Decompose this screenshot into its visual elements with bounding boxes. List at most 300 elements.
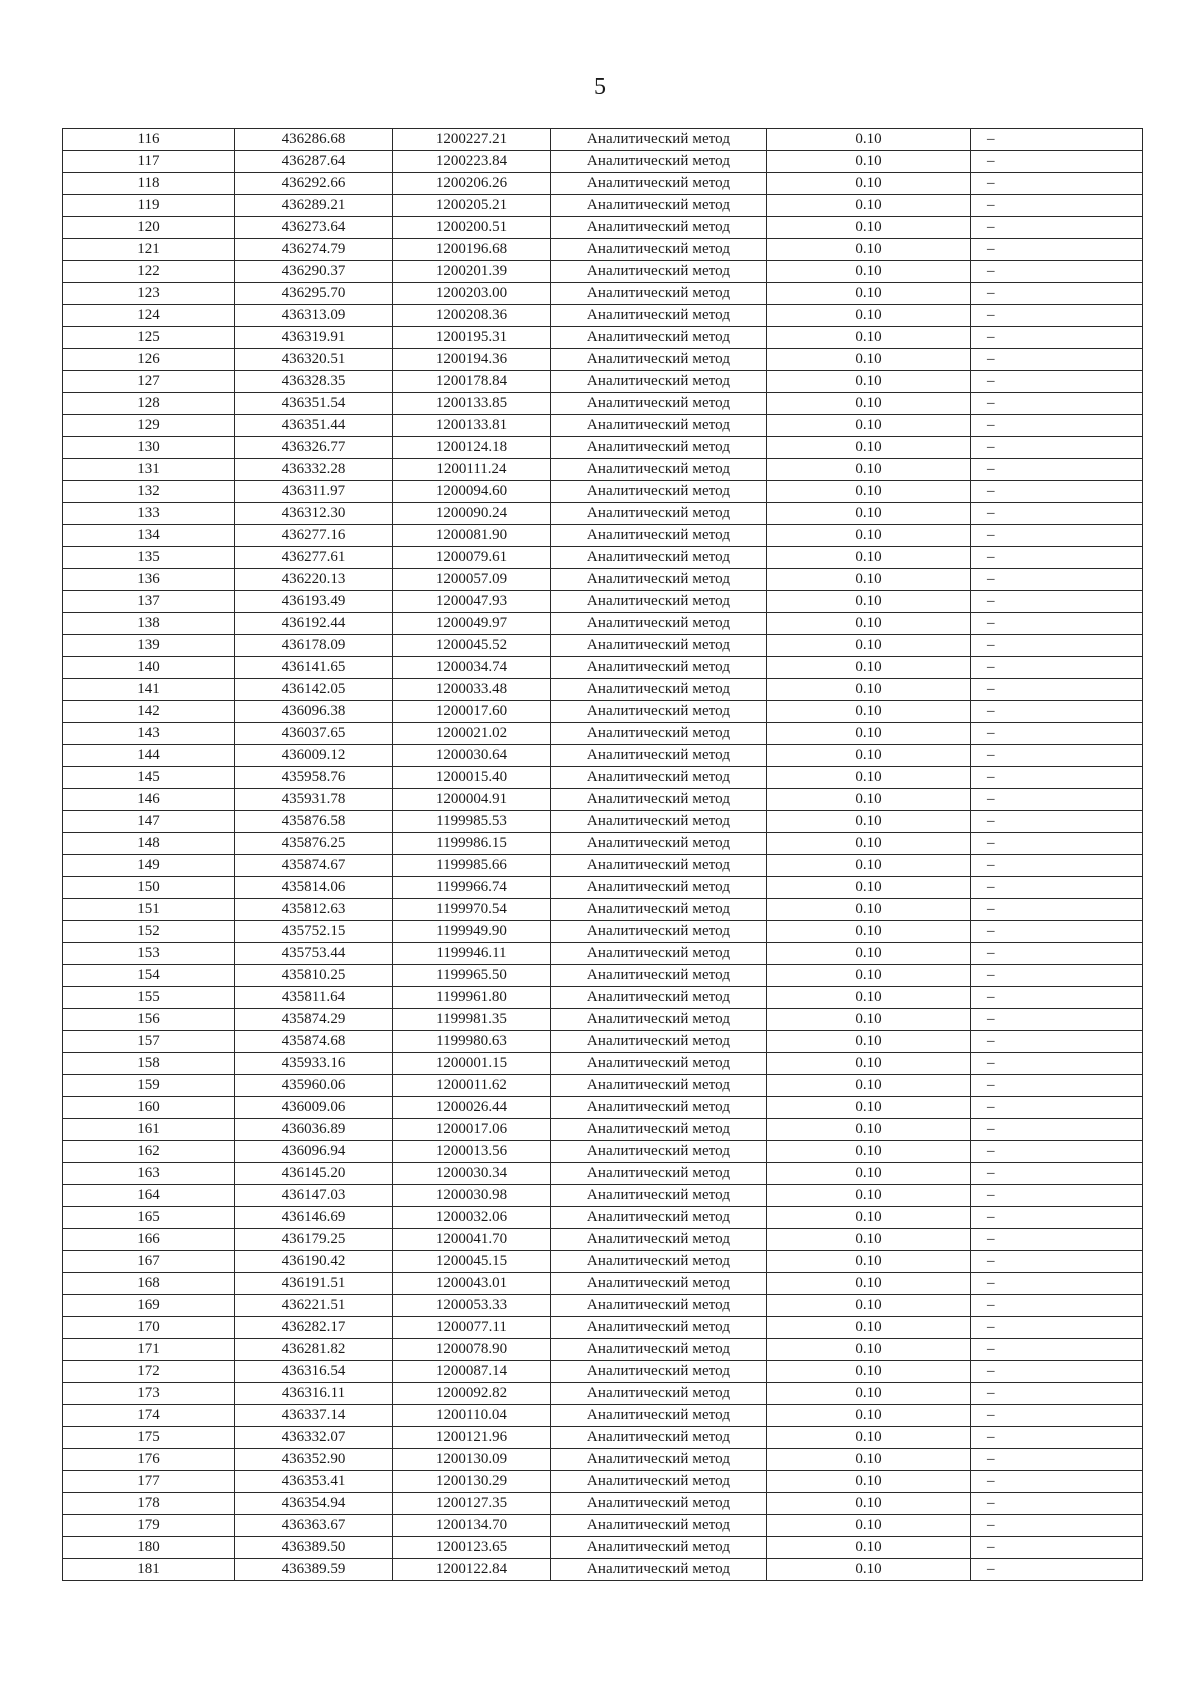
x-coordinate-cell: 436289.21 (235, 195, 393, 217)
point-number-cell: 121 (63, 239, 235, 261)
point-number-cell: 138 (63, 613, 235, 635)
table-row (63, 723, 1143, 745)
description-cell: – (971, 129, 1143, 151)
accuracy-cell: 0.10 (767, 1251, 971, 1273)
point-number-cell: 170 (63, 1317, 235, 1339)
accuracy-cell: 0.10 (767, 569, 971, 591)
y-coordinate-cell: 1200030.34 (393, 1163, 551, 1185)
method-cell: Аналитический метод (551, 1383, 767, 1405)
description-cell: – (971, 789, 1143, 811)
x-coordinate-cell: 436290.37 (235, 261, 393, 283)
point-number-cell: 158 (63, 1053, 235, 1075)
method-cell: Аналитический метод (551, 547, 767, 569)
point-number-cell: 181 (63, 1559, 235, 1581)
x-coordinate-cell: 436146.69 (235, 1207, 393, 1229)
point-number-cell: 137 (63, 591, 235, 613)
description-cell: – (971, 1097, 1143, 1119)
method-cell: Аналитический метод (551, 943, 767, 965)
method-cell: Аналитический метод (551, 1273, 767, 1295)
point-number-cell: 160 (63, 1097, 235, 1119)
description-cell: – (971, 525, 1143, 547)
point-number-cell: 140 (63, 657, 235, 679)
table-row (63, 855, 1143, 877)
point-number-cell: 180 (63, 1537, 235, 1559)
y-coordinate-cell: 1200026.44 (393, 1097, 551, 1119)
x-coordinate-cell: 436192.44 (235, 613, 393, 635)
accuracy-cell: 0.10 (767, 1449, 971, 1471)
accuracy-cell: 0.10 (767, 745, 971, 767)
x-coordinate-cell: 435753.44 (235, 943, 393, 965)
y-coordinate-cell: 1200133.85 (393, 393, 551, 415)
x-coordinate-cell: 436142.05 (235, 679, 393, 701)
table-row (63, 261, 1143, 283)
x-coordinate-cell: 435876.25 (235, 833, 393, 855)
accuracy-cell: 0.10 (767, 1163, 971, 1185)
description-cell: – (971, 855, 1143, 877)
accuracy-cell: 0.10 (767, 1537, 971, 1559)
x-coordinate-cell: 436316.11 (235, 1383, 393, 1405)
x-coordinate-cell: 436037.65 (235, 723, 393, 745)
description-cell: – (971, 1405, 1143, 1427)
table-row (63, 1075, 1143, 1097)
table-row (63, 239, 1143, 261)
table-row (63, 1471, 1143, 1493)
method-cell: Аналитический метод (551, 767, 767, 789)
x-coordinate-cell: 436337.14 (235, 1405, 393, 1427)
accuracy-cell: 0.10 (767, 855, 971, 877)
point-number-cell: 157 (63, 1031, 235, 1053)
description-cell: – (971, 1031, 1143, 1053)
description-cell: – (971, 1515, 1143, 1537)
description-cell: – (971, 1493, 1143, 1515)
table-row (63, 1405, 1143, 1427)
point-number-cell: 135 (63, 547, 235, 569)
accuracy-cell: 0.10 (767, 349, 971, 371)
y-coordinate-cell: 1200030.98 (393, 1185, 551, 1207)
table-row (63, 679, 1143, 701)
table-row (63, 657, 1143, 679)
description-cell: – (971, 371, 1143, 393)
accuracy-cell: 0.10 (767, 613, 971, 635)
method-cell: Аналитический метод (551, 349, 767, 371)
x-coordinate-cell: 436286.68 (235, 129, 393, 151)
x-coordinate-cell: 436332.07 (235, 1427, 393, 1449)
y-coordinate-cell: 1199981.35 (393, 1009, 551, 1031)
point-number-cell: 150 (63, 877, 235, 899)
table-row (63, 525, 1143, 547)
table-row (63, 393, 1143, 415)
method-cell: Аналитический метод (551, 1229, 767, 1251)
accuracy-cell: 0.10 (767, 701, 971, 723)
table-row (63, 459, 1143, 481)
x-coordinate-cell: 435933.16 (235, 1053, 393, 1075)
y-coordinate-cell: 1199986.15 (393, 833, 551, 855)
method-cell: Аналитический метод (551, 679, 767, 701)
point-number-cell: 147 (63, 811, 235, 833)
x-coordinate-cell: 436147.03 (235, 1185, 393, 1207)
y-coordinate-cell: 1199965.50 (393, 965, 551, 987)
table-row (63, 591, 1143, 613)
method-cell: Аналитический метод (551, 1185, 767, 1207)
method-cell: Аналитический метод (551, 1559, 767, 1581)
table-row (63, 1449, 1143, 1471)
point-number-cell: 124 (63, 305, 235, 327)
description-cell: – (971, 393, 1143, 415)
method-cell: Аналитический метод (551, 591, 767, 613)
x-coordinate-cell: 436313.09 (235, 305, 393, 327)
x-coordinate-cell: 436145.20 (235, 1163, 393, 1185)
y-coordinate-cell: 1200034.74 (393, 657, 551, 679)
y-coordinate-cell: 1200206.26 (393, 173, 551, 195)
point-number-cell: 141 (63, 679, 235, 701)
method-cell: Аналитический метод (551, 701, 767, 723)
method-cell: Аналитический метод (551, 965, 767, 987)
y-coordinate-cell: 1200081.90 (393, 525, 551, 547)
method-cell: Аналитический метод (551, 1119, 767, 1141)
method-cell: Аналитический метод (551, 217, 767, 239)
description-cell: – (971, 1317, 1143, 1339)
table-row (63, 701, 1143, 723)
x-coordinate-cell: 436354.94 (235, 1493, 393, 1515)
point-number-cell: 153 (63, 943, 235, 965)
accuracy-cell: 0.10 (767, 1383, 971, 1405)
method-cell: Аналитический метод (551, 1449, 767, 1471)
y-coordinate-cell: 1200033.48 (393, 679, 551, 701)
table-row (63, 745, 1143, 767)
method-cell: Аналитический метод (551, 371, 767, 393)
table-row (63, 987, 1143, 1009)
method-cell: Аналитический метод (551, 657, 767, 679)
x-coordinate-cell: 436332.28 (235, 459, 393, 481)
method-cell: Аналитический метод (551, 1031, 767, 1053)
accuracy-cell: 0.10 (767, 1559, 971, 1581)
accuracy-cell: 0.10 (767, 965, 971, 987)
table-row (63, 437, 1143, 459)
accuracy-cell: 0.10 (767, 679, 971, 701)
point-number-cell: 127 (63, 371, 235, 393)
table-row (63, 195, 1143, 217)
x-coordinate-cell: 436274.79 (235, 239, 393, 261)
table-row (63, 1141, 1143, 1163)
x-coordinate-cell: 435958.76 (235, 767, 393, 789)
description-cell: – (971, 679, 1143, 701)
table-row (63, 1009, 1143, 1031)
method-cell: Аналитический метод (551, 1493, 767, 1515)
x-coordinate-cell: 435931.78 (235, 789, 393, 811)
method-cell: Аналитический метод (551, 811, 767, 833)
y-coordinate-cell: 1200200.51 (393, 217, 551, 239)
method-cell: Аналитический метод (551, 987, 767, 1009)
accuracy-cell: 0.10 (767, 1317, 971, 1339)
x-coordinate-cell: 436351.54 (235, 393, 393, 415)
method-cell: Аналитический метод (551, 855, 767, 877)
x-coordinate-cell: 435811.64 (235, 987, 393, 1009)
point-number-cell: 165 (63, 1207, 235, 1229)
x-coordinate-cell: 436009.06 (235, 1097, 393, 1119)
method-cell: Аналитический метод (551, 1009, 767, 1031)
table-row (63, 1031, 1143, 1053)
point-number-cell: 177 (63, 1471, 235, 1493)
table-row (63, 1493, 1143, 1515)
x-coordinate-cell: 435874.29 (235, 1009, 393, 1031)
accuracy-cell: 0.10 (767, 591, 971, 613)
table-row (63, 371, 1143, 393)
y-coordinate-cell: 1199961.80 (393, 987, 551, 1009)
accuracy-cell: 0.10 (767, 195, 971, 217)
method-cell: Аналитический метод (551, 525, 767, 547)
method-cell: Аналитический метод (551, 899, 767, 921)
description-cell: – (971, 1053, 1143, 1075)
y-coordinate-cell: 1200090.24 (393, 503, 551, 525)
description-cell: – (971, 173, 1143, 195)
y-coordinate-cell: 1200047.93 (393, 591, 551, 613)
x-coordinate-cell: 436312.30 (235, 503, 393, 525)
x-coordinate-cell: 436191.51 (235, 1273, 393, 1295)
y-coordinate-cell: 1200208.36 (393, 305, 551, 327)
description-cell: – (971, 657, 1143, 679)
accuracy-cell: 0.10 (767, 767, 971, 789)
y-coordinate-cell: 1200092.82 (393, 1383, 551, 1405)
x-coordinate-cell: 436282.17 (235, 1317, 393, 1339)
point-number-cell: 172 (63, 1361, 235, 1383)
point-number-cell: 171 (63, 1339, 235, 1361)
method-cell: Аналитический метод (551, 1163, 767, 1185)
accuracy-cell: 0.10 (767, 811, 971, 833)
x-coordinate-cell: 436193.49 (235, 591, 393, 613)
y-coordinate-cell: 1200110.04 (393, 1405, 551, 1427)
description-cell: – (971, 635, 1143, 657)
x-coordinate-cell: 435874.67 (235, 855, 393, 877)
x-coordinate-cell: 436389.50 (235, 1537, 393, 1559)
table-row (63, 481, 1143, 503)
x-coordinate-cell: 436363.67 (235, 1515, 393, 1537)
y-coordinate-cell: 1200077.11 (393, 1317, 551, 1339)
table-row (63, 305, 1143, 327)
description-cell: – (971, 503, 1143, 525)
x-coordinate-cell: 436096.38 (235, 701, 393, 723)
accuracy-cell: 0.10 (767, 173, 971, 195)
accuracy-cell: 0.10 (767, 1493, 971, 1515)
table-row (63, 877, 1143, 899)
point-number-cell: 156 (63, 1009, 235, 1031)
table-row (63, 1229, 1143, 1251)
point-number-cell: 178 (63, 1493, 235, 1515)
point-number-cell: 146 (63, 789, 235, 811)
description-cell: – (971, 217, 1143, 239)
method-cell: Аналитический метод (551, 745, 767, 767)
y-coordinate-cell: 1199980.63 (393, 1031, 551, 1053)
point-number-cell: 125 (63, 327, 235, 349)
y-coordinate-cell: 1200045.15 (393, 1251, 551, 1273)
y-coordinate-cell: 1200127.35 (393, 1493, 551, 1515)
y-coordinate-cell: 1200079.61 (393, 547, 551, 569)
x-coordinate-cell: 435752.15 (235, 921, 393, 943)
description-cell: – (971, 811, 1143, 833)
x-coordinate-cell: 435810.25 (235, 965, 393, 987)
x-coordinate-cell: 436277.16 (235, 525, 393, 547)
accuracy-cell: 0.10 (767, 1273, 971, 1295)
y-coordinate-cell: 1200203.00 (393, 283, 551, 305)
table-row (63, 415, 1143, 437)
point-number-cell: 155 (63, 987, 235, 1009)
method-cell: Аналитический метод (551, 1317, 767, 1339)
point-number-cell: 132 (63, 481, 235, 503)
description-cell: – (971, 1427, 1143, 1449)
method-cell: Аналитический метод (551, 129, 767, 151)
table-row (63, 349, 1143, 371)
coordinates-table-body (63, 129, 1143, 1581)
method-cell: Аналитический метод (551, 327, 767, 349)
y-coordinate-cell: 1200041.70 (393, 1229, 551, 1251)
y-coordinate-cell: 1200045.52 (393, 635, 551, 657)
description-cell: – (971, 305, 1143, 327)
y-coordinate-cell: 1200130.29 (393, 1471, 551, 1493)
table-row (63, 217, 1143, 239)
table-row (63, 899, 1143, 921)
x-coordinate-cell: 436281.82 (235, 1339, 393, 1361)
x-coordinate-cell: 436009.12 (235, 745, 393, 767)
x-coordinate-cell: 436221.51 (235, 1295, 393, 1317)
method-cell: Аналитический метод (551, 481, 767, 503)
point-number-cell: 175 (63, 1427, 235, 1449)
accuracy-cell: 0.10 (767, 1361, 971, 1383)
x-coordinate-cell: 436351.44 (235, 415, 393, 437)
description-cell: – (971, 261, 1143, 283)
point-number-cell: 174 (63, 1405, 235, 1427)
x-coordinate-cell: 435814.06 (235, 877, 393, 899)
x-coordinate-cell: 436190.42 (235, 1251, 393, 1273)
description-cell: – (971, 877, 1143, 899)
x-coordinate-cell: 436273.64 (235, 217, 393, 239)
point-number-cell: 144 (63, 745, 235, 767)
description-cell: – (971, 921, 1143, 943)
accuracy-cell: 0.10 (767, 723, 971, 745)
x-coordinate-cell: 436141.65 (235, 657, 393, 679)
table-row (63, 1427, 1143, 1449)
x-coordinate-cell: 436287.64 (235, 151, 393, 173)
description-cell: – (971, 1471, 1143, 1493)
x-coordinate-cell: 436320.51 (235, 349, 393, 371)
table-row (63, 1251, 1143, 1273)
point-number-cell: 148 (63, 833, 235, 855)
x-coordinate-cell: 436316.54 (235, 1361, 393, 1383)
x-coordinate-cell: 435876.58 (235, 811, 393, 833)
y-coordinate-cell: 1200004.91 (393, 789, 551, 811)
method-cell: Аналитический метод (551, 415, 767, 437)
accuracy-cell: 0.10 (767, 657, 971, 679)
point-number-cell: 159 (63, 1075, 235, 1097)
method-cell: Аналитический метод (551, 1207, 767, 1229)
description-cell: – (971, 1163, 1143, 1185)
table-row (63, 1185, 1143, 1207)
method-cell: Аналитический метод (551, 1053, 767, 1075)
y-coordinate-cell: 1200130.09 (393, 1449, 551, 1471)
description-cell: – (971, 1537, 1143, 1559)
method-cell: Аналитический метод (551, 1537, 767, 1559)
point-number-cell: 167 (63, 1251, 235, 1273)
method-cell: Аналитический метод (551, 151, 767, 173)
accuracy-cell: 0.10 (767, 1075, 971, 1097)
accuracy-cell: 0.10 (767, 437, 971, 459)
accuracy-cell: 0.10 (767, 459, 971, 481)
accuracy-cell: 0.10 (767, 877, 971, 899)
table-row (63, 1273, 1143, 1295)
y-coordinate-cell: 1200013.56 (393, 1141, 551, 1163)
description-cell: – (971, 327, 1143, 349)
description-cell: – (971, 283, 1143, 305)
point-number-cell: 131 (63, 459, 235, 481)
table-row (63, 811, 1143, 833)
method-cell: Аналитический метод (551, 261, 767, 283)
table-row (63, 767, 1143, 789)
accuracy-cell: 0.10 (767, 789, 971, 811)
point-number-cell: 152 (63, 921, 235, 943)
method-cell: Аналитический метод (551, 195, 767, 217)
y-coordinate-cell: 1199949.90 (393, 921, 551, 943)
description-cell: – (971, 943, 1143, 965)
accuracy-cell: 0.10 (767, 151, 971, 173)
table-row (63, 173, 1143, 195)
table-row (63, 1361, 1143, 1383)
description-cell: – (971, 569, 1143, 591)
x-coordinate-cell: 436179.25 (235, 1229, 393, 1251)
x-coordinate-cell: 436178.09 (235, 635, 393, 657)
method-cell: Аналитический метод (551, 437, 767, 459)
point-number-cell: 123 (63, 283, 235, 305)
x-coordinate-cell: 436311.97 (235, 481, 393, 503)
accuracy-cell: 0.10 (767, 327, 971, 349)
description-cell: – (971, 1273, 1143, 1295)
accuracy-cell: 0.10 (767, 283, 971, 305)
description-cell: – (971, 987, 1143, 1009)
accuracy-cell: 0.10 (767, 1185, 971, 1207)
table-row (63, 1295, 1143, 1317)
point-number-cell: 142 (63, 701, 235, 723)
accuracy-cell: 0.10 (767, 481, 971, 503)
table-row (63, 1207, 1143, 1229)
description-cell: – (971, 1361, 1143, 1383)
table-row (63, 1119, 1143, 1141)
x-coordinate-cell: 436292.66 (235, 173, 393, 195)
table-row (63, 283, 1143, 305)
accuracy-cell: 0.10 (767, 1339, 971, 1361)
x-coordinate-cell: 436096.94 (235, 1141, 393, 1163)
description-cell: – (971, 701, 1143, 723)
y-coordinate-cell: 1200111.24 (393, 459, 551, 481)
method-cell: Аналитический метод (551, 921, 767, 943)
method-cell: Аналитический метод (551, 1295, 767, 1317)
table-row (63, 921, 1143, 943)
accuracy-cell: 0.10 (767, 503, 971, 525)
y-coordinate-cell: 1200049.97 (393, 613, 551, 635)
table-row (63, 1339, 1143, 1361)
method-cell: Аналитический метод (551, 635, 767, 657)
y-coordinate-cell: 1200205.21 (393, 195, 551, 217)
description-cell: – (971, 1295, 1143, 1317)
y-coordinate-cell: 1200201.39 (393, 261, 551, 283)
x-coordinate-cell: 435812.63 (235, 899, 393, 921)
y-coordinate-cell: 1200043.01 (393, 1273, 551, 1295)
coordinates-table (62, 128, 1143, 1581)
y-coordinate-cell: 1199985.53 (393, 811, 551, 833)
point-number-cell: 118 (63, 173, 235, 195)
description-cell: – (971, 1009, 1143, 1031)
method-cell: Аналитический метод (551, 503, 767, 525)
description-cell: – (971, 1229, 1143, 1251)
y-coordinate-cell: 1200021.02 (393, 723, 551, 745)
accuracy-cell: 0.10 (767, 1053, 971, 1075)
method-cell: Аналитический метод (551, 1471, 767, 1493)
